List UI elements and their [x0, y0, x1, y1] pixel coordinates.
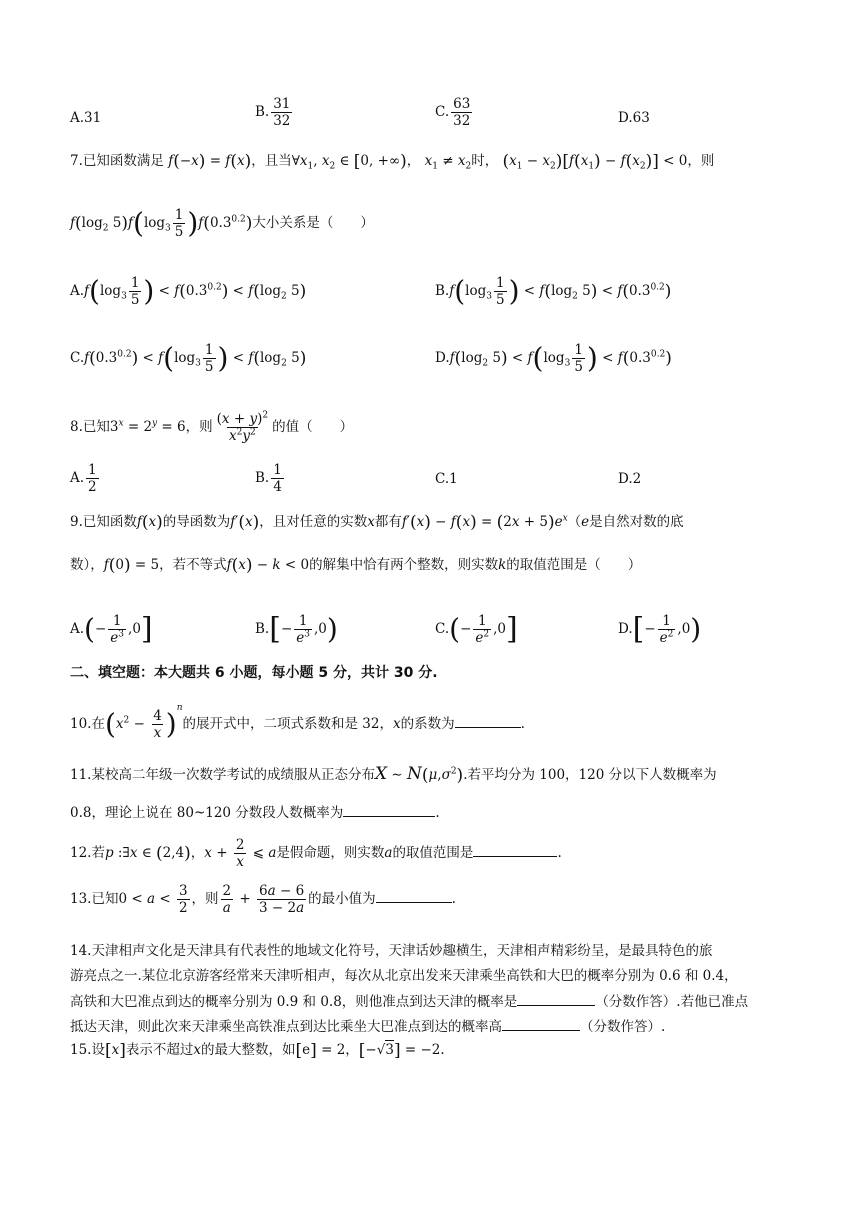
q10-question: 10.在($x^2$ − $\frac{4}{x}$ )$^n$的展开式中，二项式系数和是 32，x的系数为 . [70, 703, 525, 741]
q7-line-1: 7.已知函数满足 f(−x) = f(x)，且当$\forall x_1$, $x_2$ ∈ [0, +∞)， $x_1 \ne x_2$时， $(x_1 - x_2)[f(x_1) - f(x_2)] < 0$，则 [70, 151, 715, 172]
q9-option-c: C.(− $\frac{1}{e^2}$ ,0] [435, 611, 518, 647]
q7-option-d: $D.f(\log_2$ $5) < f(\log_3$ $\frac{1}{5}$ ) < $f(0.3^{0.2})$ [435, 341, 672, 375]
q6-option-a: A.31 [70, 110, 102, 126]
q7-option-a: $A.f(\log_3$ $\frac{1}{5}$ ) < $f(0.3^{0.2}) < f(\log_2$ 5) [70, 274, 307, 308]
q8-option-b: B. $\frac{1}{4}$ [255, 462, 282, 495]
q7-option-c: $C.f(0.3^{0.2}) < f(\log_3$ $\frac{1}{5}$ ) < $f(\log_2$ 5) [70, 341, 307, 375]
q8-question: 8.已知$3^x = 2^y = 6$，则 $\frac{(x + y)^2}{x^2y^2}$ 的值（ ） [70, 410, 354, 444]
q9-line-2: 数），f(0) = 5，若不等式f(x) − k < 0的解集中恰有两个整数，则实数k的取值范围是（ ） [70, 555, 642, 576]
q9-option-b: B.[− $\frac{1}{e^3}$ ,0) [255, 611, 338, 647]
q15-question: 15.设[x]表示不超过x的最大整数，如[e] = 2，[−√3] = −2. [70, 1040, 445, 1061]
section-heading: 二、填空题：本大题共 6 小题，每小题 5 分，共计 30 分. [70, 665, 438, 681]
q9-line-1: 9.已知函数f(x)的导函数为f′(x)，且对任意的实数x都有$f'(x) - f(x) = (2x + 5)e^x(e$是自然对数的底 [70, 512, 684, 533]
q7-option-b: $B.f(\log_3$ $\frac{1}{5}$ ) < $f(\log_2$ $5) < f(0.3^{0.2})$ [435, 274, 672, 308]
q6-option-d: D.63 [618, 110, 650, 126]
q14-line-3: 高铁和大巴准点到达的概率分别为 0.9 和 0.8，则他准点到达天津的概率是 （分数作答）.若他已准点 [70, 991, 748, 1012]
q9-option-d: D.[− $\frac{1}{e^2}$ ,0) [618, 611, 702, 647]
q8-option-a: A. $\frac{1}{2}$ [70, 462, 97, 495]
q12-question: 12.若p :∃x ∈ (2,4)，x + $\frac{2}{x}$ ⩽ a是假命题，则实数a的取值范围是 . [70, 837, 562, 870]
q6-option-c: C. $\frac{63}{32}$ [435, 96, 471, 129]
q9-option-a: A.(− $\frac{1}{e^3}$ ,0] [70, 611, 153, 647]
q8-option-d: D.2 [618, 471, 642, 487]
q13-question: 13.已知0 < a < $\frac{3}{2}$ ，则 $\frac{2}{a}$ + $\frac{6a - 6}{3 - 2a}$ 的最小值为 . [70, 883, 456, 916]
q7-line-2: $f(\log_2$ $5)f(\log_3$ $\frac{1}{5}$ )$f(0.3^{0.2})$大小关系是（ ） [70, 206, 374, 240]
q11-line-1: 11.某校高二年级一次数学考试的成绩服从正态分布X ∼ $N(\mu,\sigma^2)$.若平均分为 100，120 分以下人数概率为 [70, 764, 717, 786]
q8-option-c: C.1 [435, 471, 458, 487]
q14-line-1: 14.天津相声文化是天津具有代表性的地域文化符号，天津话妙趣横生，天津相声精彩纷呈，是最具特色的旅 [70, 943, 713, 959]
q14-line-2: 游亮点之一.某位北京游客经常来天津听相声，每次从北京出发来天津乘坐高铁和大巴的概率分别为 0.6 和 0.4， [70, 968, 738, 984]
q6-option-b: B. $\frac{31}{32}$ [255, 96, 291, 129]
q11-line-2: 0.8，理论上说在 80~120 分数段人数概率为 . [70, 802, 440, 823]
q14-line-4: 抵达天津，则此次来天津乘坐高铁准点到达比乘坐大巴准点到达的概率高 （分数作答）. [70, 1016, 665, 1037]
